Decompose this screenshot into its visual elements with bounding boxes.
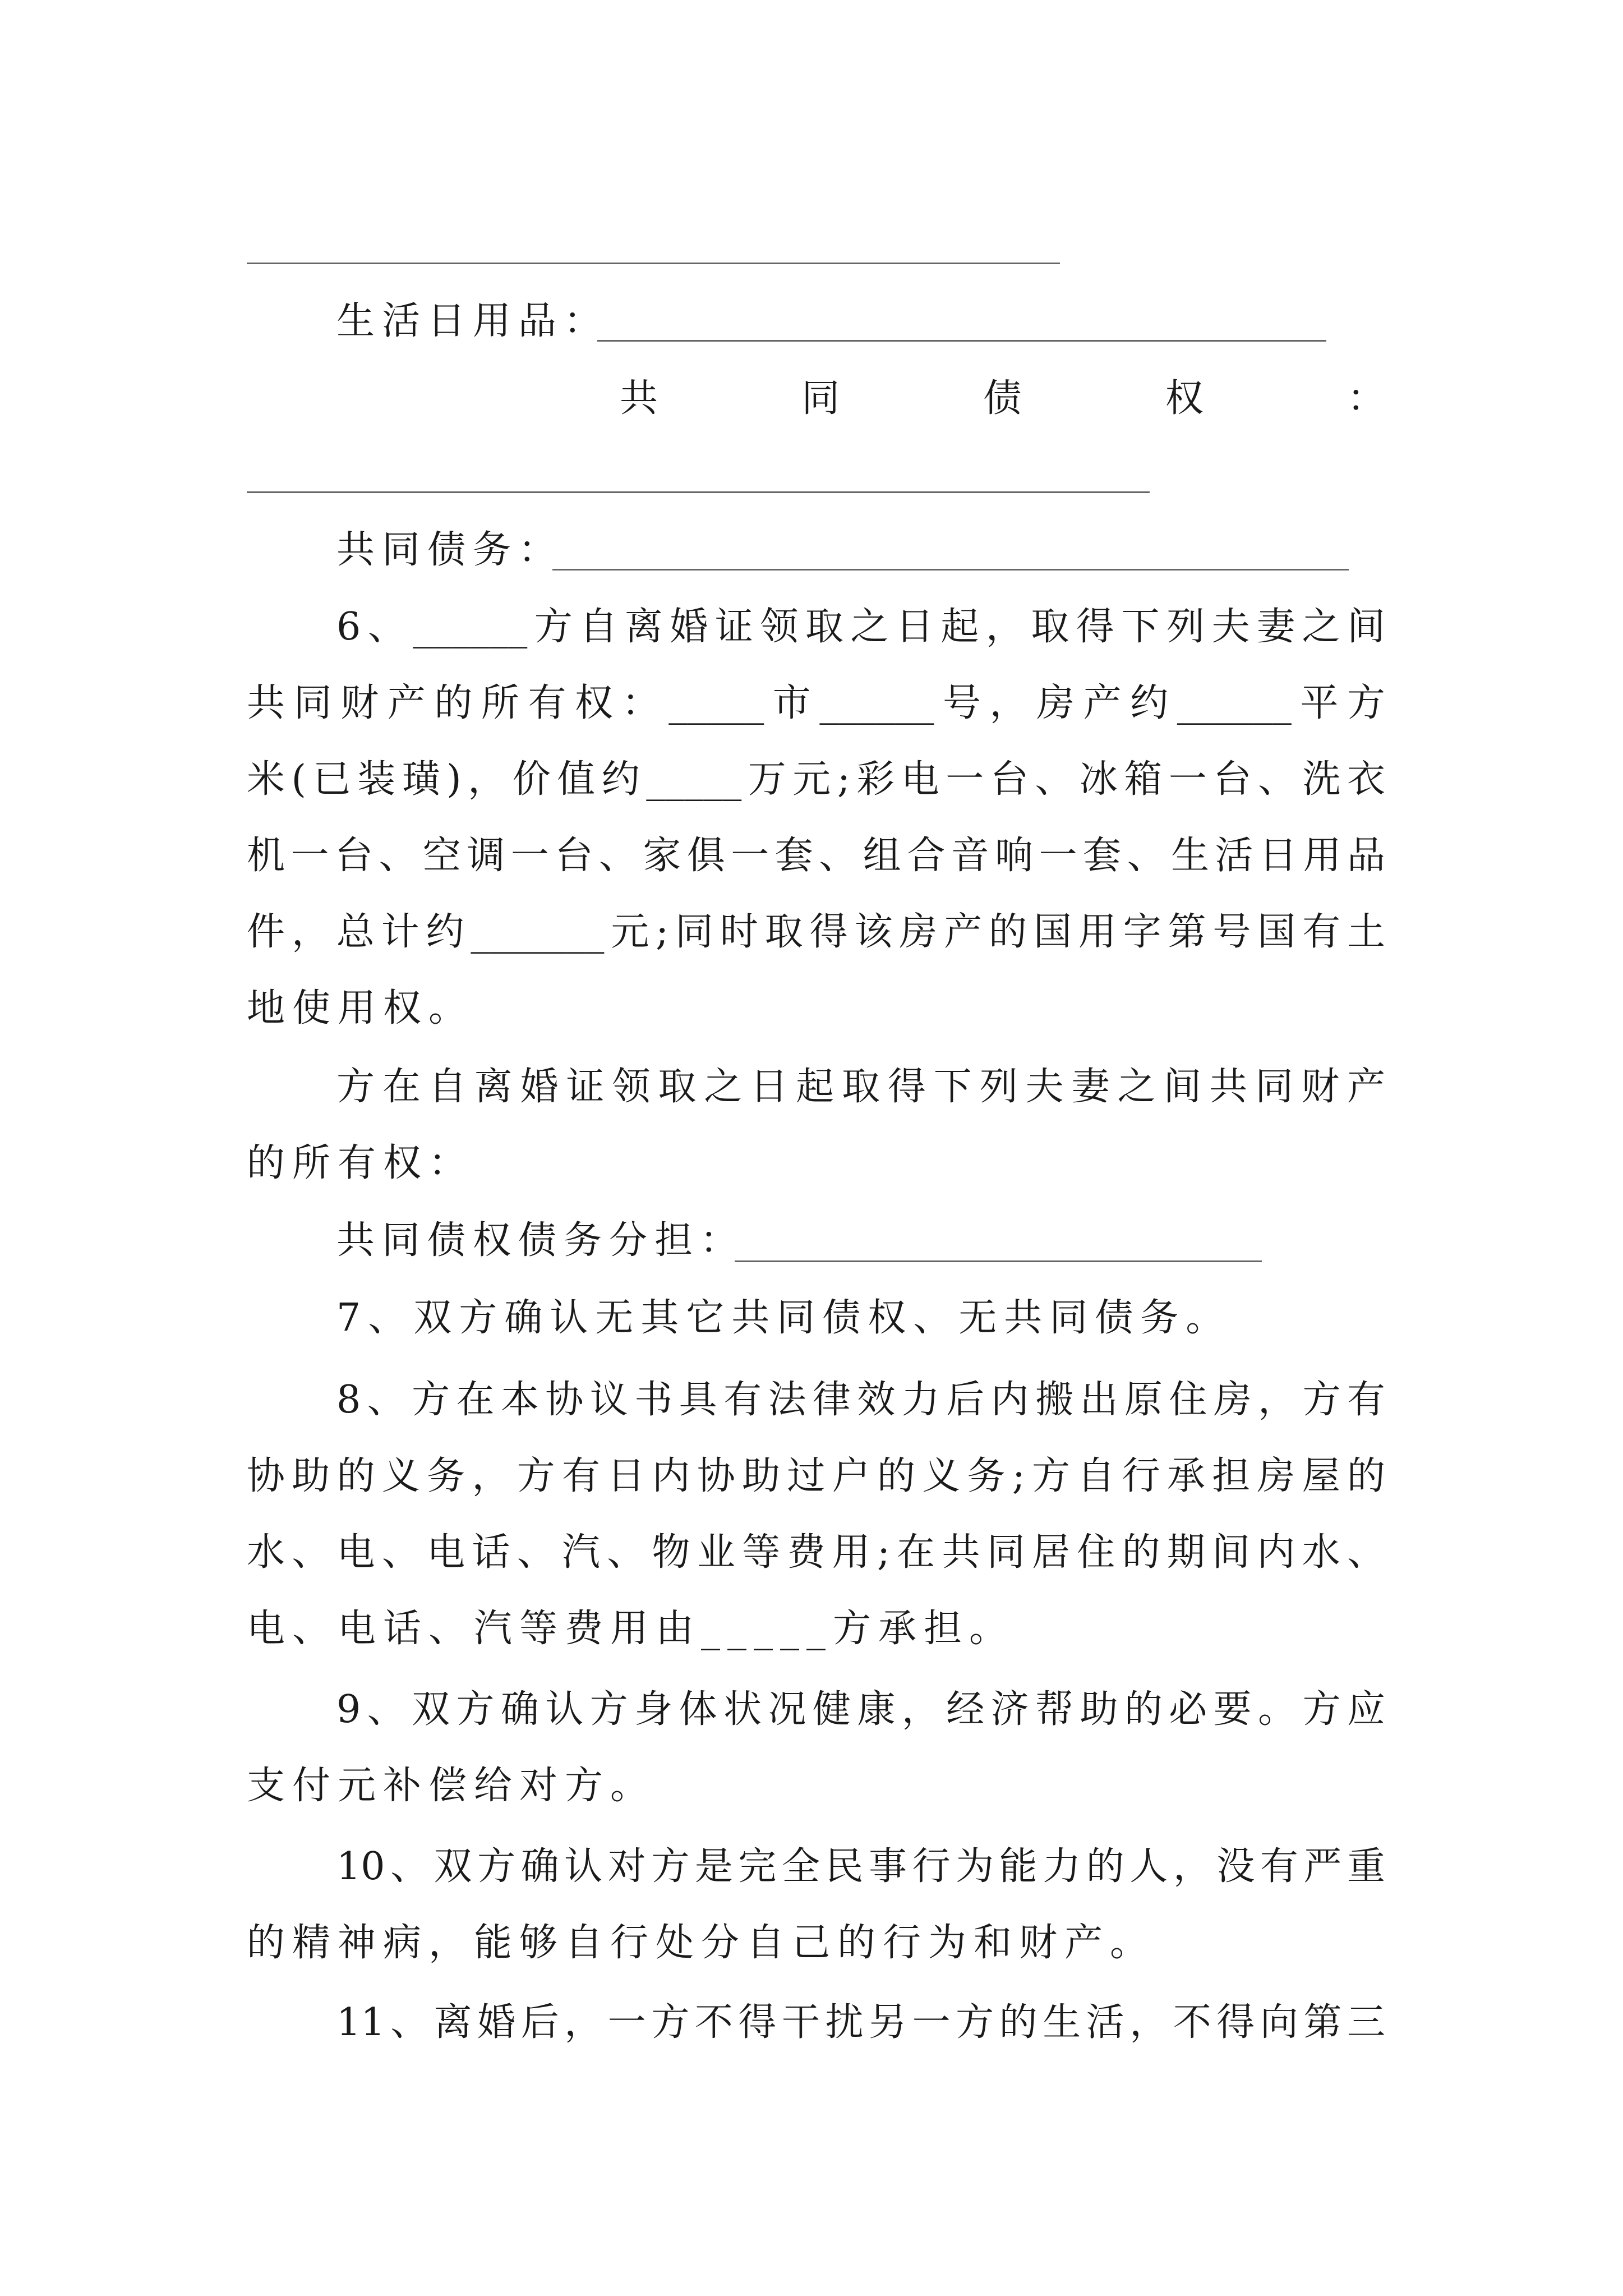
clause-10-line-2: 的精神病，能够自行处分自己的行为和财产。: [247, 1921, 1156, 1965]
blank-line-daily-goods: [597, 340, 1326, 342]
clause-11-line-1: 11、离婚后，一方不得干扰另一方的生活，不得向第三: [336, 2000, 1385, 2045]
blank-line-joint-debts: [552, 569, 1349, 570]
clause-9-line-2: 支付元补偿给对方。: [247, 1764, 656, 1808]
clause-6-line-1: 6、______方自离婚证领取之日起，取得下列夫妻之间: [336, 605, 1385, 649]
blank-line-top: [247, 263, 1060, 264]
joint-claims-char-2: 同: [801, 376, 840, 421]
label-daily-goods: 生活日用品：: [336, 299, 610, 343]
label-joint-debts: 共同债务：: [336, 528, 564, 572]
line-daily-goods: [247, 283, 1385, 360]
line-joint-debts: [247, 512, 1385, 588]
blank-line-joint-claims: [247, 491, 1150, 493]
clause-10-line-1: 10、双方确认对方是完全民事行为能力的人，没有严重: [336, 1844, 1385, 1889]
clause-6-line-6: 地使用权。: [247, 986, 474, 1030]
clause-7: 7、双方确认无其它共同债权、无共同债务。: [336, 1296, 1232, 1340]
joint-claims-char-4: 权: [1165, 376, 1204, 421]
ownership-line-1: 方在自离婚证领取之日起取得下列夫妻之间共同财产: [336, 1065, 1385, 1109]
clause-8-line-4: 电、电话、汽等费用由_____方承担。: [247, 1607, 1015, 1651]
clause-8-line-2: 协助的义务，方有日内协助过户的义务;方自行承担房屋的: [247, 1454, 1385, 1498]
joint-claims-char-3: 债: [983, 376, 1022, 421]
clause-6-line-5: 件，总计约_______元;同时取得该房产的国用字第号国有土: [247, 910, 1385, 954]
clause-9-line-1: 9、双方确认方身体状况健康，经济帮助的必要。方应: [336, 1687, 1385, 1732]
line-debt-sharing: [247, 1203, 1385, 1279]
blank-line-debt-sharing: [735, 1260, 1262, 1262]
line-joint-claims: [247, 361, 1385, 437]
clause-8-line-3: 水、电、电话、汽、物业等费用;在共同居住的期间内水、: [247, 1530, 1385, 1575]
joint-claims-char-5: ：: [1347, 376, 1385, 421]
clause-8-line-1: 8、方在本协议书具有法律效力后内搬出原住房，方有: [336, 1378, 1385, 1422]
label-debt-sharing: 共同债权债务分担：: [336, 1218, 746, 1263]
clause-6-line-3: 米(已装璜)，价值约_____万元;彩电一台、冰箱一台、洗衣: [247, 757, 1385, 802]
joint-claims-char-1: 共: [620, 376, 658, 421]
clause-6-line-2: 共同财产的所有权：_____市______号，房产约______平方: [247, 681, 1385, 725]
clause-6-line-4: 机一台、空调一台、家俱一套、组合音响一套、生活日用品: [247, 834, 1385, 878]
ownership-line-2: 的所有权：: [247, 1141, 474, 1185]
